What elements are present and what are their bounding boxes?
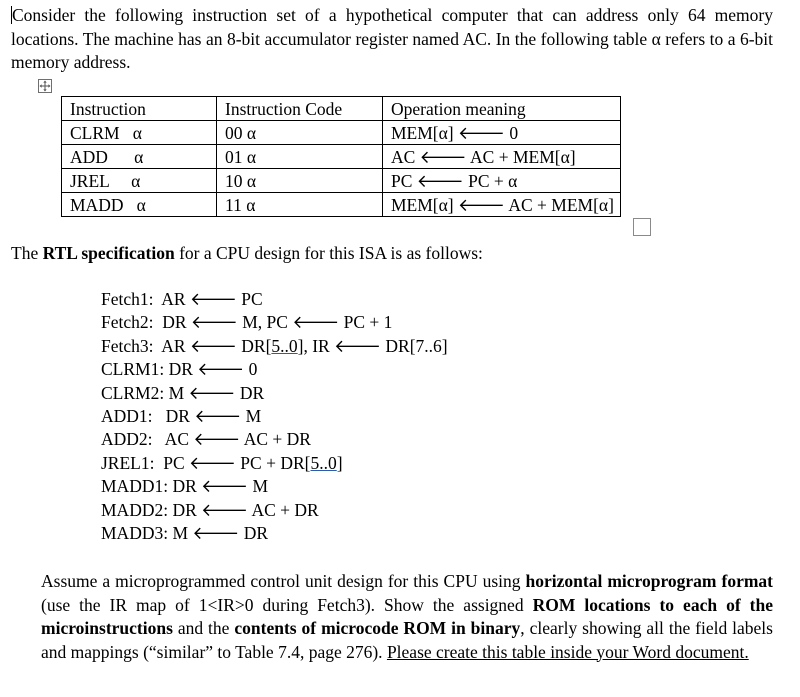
rtl-line-clrm1 [101, 358, 448, 381]
assignment-bold: contents of microcode ROM in binary [234, 618, 521, 638]
rtl-text: ] [336, 452, 343, 473]
rtl-text: CLRM1: DR 🡐 0 [101, 359, 258, 380]
rtl-line-madd2 [101, 499, 448, 522]
cell-code: 00 α [217, 121, 383, 145]
cell-code: 10 α [217, 169, 383, 193]
rtl-intro [11, 242, 483, 265]
assignment-text: Assume a microprogrammed control unit design for this CPU using [41, 571, 526, 591]
rtl-text: CLRM2: M 🡐 DR [101, 382, 265, 403]
assignment-underlined-instruction: Please create this table inside your Word document. [386, 641, 749, 662]
cell-operation: AC 🡐 AC + MEM[α] [383, 145, 621, 169]
intro-paragraph [11, 4, 773, 75]
assignment-text: and the [172, 618, 235, 638]
cell-operation: MEM[α] 🡐 0 [383, 121, 621, 145]
rtl-line-madd1 [101, 475, 448, 498]
cell-operation: PC 🡐 PC + α [383, 169, 621, 193]
rtl-text: ADD2: AC 🡐 AC + DR [101, 429, 311, 450]
rtl-intro-suffix: for a CPU design for this ISA is as follows: [174, 243, 483, 263]
rtl-text: MADD3: M 🡐 DR [101, 522, 269, 543]
rtl-underlined-range: 5..0 [271, 335, 298, 356]
assignment-paragraph [41, 570, 773, 664]
table-resize-handle[interactable] [633, 218, 651, 236]
rtl-specification-list [101, 288, 448, 545]
rtl-line-madd3 [101, 522, 448, 545]
header-operation-meaning: Operation meaning [383, 97, 621, 121]
rtl-text: ], IR 🡐 DR[7..6] [297, 335, 448, 356]
instruction-set-table [61, 96, 621, 217]
rtl-text: Fetch1: AR 🡐 PC [101, 289, 263, 309]
rtl-text: MADD1: DR 🡐 M [101, 476, 269, 497]
header-instruction: Instruction [62, 97, 217, 121]
cell-instruction: ADD α [62, 145, 217, 169]
rtl-text: Fetch3: AR 🡐 DR[ [101, 335, 272, 356]
rtl-underlined-range: 5..0 [310, 452, 337, 473]
rtl-line-fetch3 [101, 335, 448, 358]
cell-instruction: MADD α [62, 193, 217, 217]
header-instruction-code: Instruction Code [217, 97, 383, 121]
rtl-line-clrm2 [101, 382, 448, 405]
table-header-row [62, 97, 621, 121]
assignment-bold: horizontal microprogram format [525, 571, 773, 591]
rtl-intro-prefix: The [11, 243, 43, 263]
rtl-line-add2 [101, 428, 448, 451]
cell-operation: MEM[α] 🡐 AC + MEM[α] [383, 193, 621, 217]
assignment-text: (use the IR map of 1<IR>0 during Fetch3). Show the assigned [41, 594, 533, 615]
rtl-text: Fetch2: DR 🡐 M, PC 🡐 PC + 1 [101, 312, 393, 333]
table-row [62, 145, 621, 169]
assignment-bold: ROM locations to each of the microinstructions [41, 594, 773, 638]
table-row [62, 193, 621, 217]
intro-text: Consider the following instruction set of a hypothetical computer that can address only 64 memory locations. The machine has an 8-bit accumulator register named AC. In the following table α refers to a 6-bit memory address. [11, 5, 773, 72]
rtl-line-jrel1 [101, 452, 448, 475]
rtl-text: JREL1: PC 🡐 PC + DR[ [101, 452, 311, 473]
table-row [62, 121, 621, 145]
rtl-text: MADD2: DR 🡐 AC + DR [101, 499, 319, 520]
rtl-line-fetch2 [101, 311, 448, 334]
rtl-intro-bold: RTL specification [42, 243, 175, 263]
assignment-text: , clearly showing all the field labels and mappings (“similar” to Table 7.4, page 276). [41, 618, 773, 662]
table-move-handle-icon[interactable] [38, 79, 52, 93]
cell-code: 01 α [217, 145, 383, 169]
rtl-line-add1 [101, 405, 448, 428]
rtl-line-fetch1 [101, 288, 448, 311]
cell-instruction: CLRM α [62, 121, 217, 145]
table-row [62, 169, 621, 193]
cell-code: 11 α [217, 193, 383, 217]
rtl-text: ADD1: DR 🡐 M [101, 405, 262, 426]
cell-instruction: JREL α [62, 169, 217, 193]
